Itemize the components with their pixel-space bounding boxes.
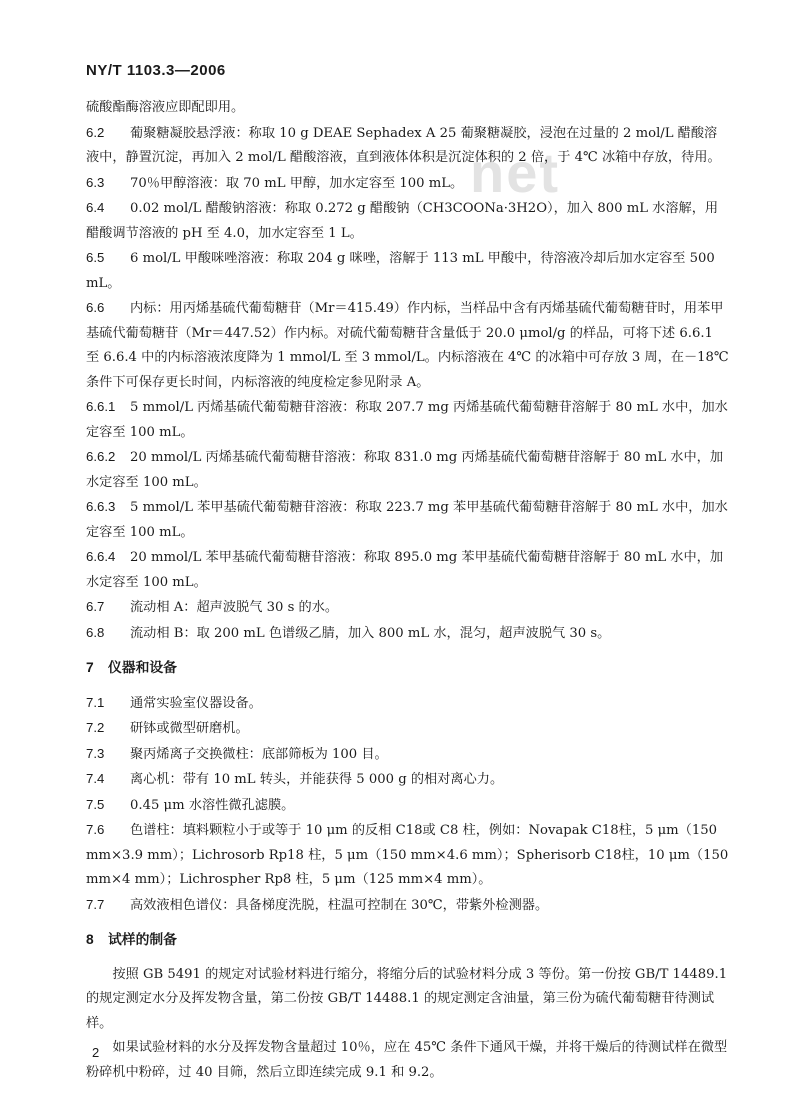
watermark: net (470, 141, 560, 204)
clause-text: 0.45 μm 水溶性微孔滤膜。 (130, 797, 295, 813)
clause-text: 内标：用丙烯基硫代葡萄糖苷（Mr＝415.49）作内标，当样品中含有丙烯基硫代葡萄糖苷时，用苯甲基硫代葡萄糖苷（Mr＝447.52）作内标。对硫代葡萄糖苷含量低于 20.0 μmol/g 的样品，可将下述 6.6.1 至 6.6.4 中的内标溶液浓度降为 1 mmol/L 至 3 mmol/L。内标溶液在 4℃ 的冰箱中可存放 3 周，在－18℃ 条件下可保存更长时间，内标溶液的纯度检定参见附录 A。 (86, 301, 729, 390)
clause-text: 20 mmol/L 丙烯基硫代葡萄糖苷溶液：称取 831.0 mg 丙烯基硫代葡萄糖苷溶解于 80 mL 水中，加水定容至 100 mL。 (86, 450, 724, 490)
clause-text: 离心机：带有 10 mL 转头，并能获得 5 000 g 的相对离心力。 (130, 772, 504, 787)
clause-text: 70％甲醇溶液：取 70 mL 甲醇，加水定容至 100 mL。 (130, 175, 464, 191)
page-number: 2 (92, 1045, 100, 1060)
clause-number: 6.3 (86, 174, 105, 190)
clause-number: 6.4 (86, 200, 105, 215)
clause-7-7 (86, 893, 730, 919)
clause-number: 6.7 (86, 599, 105, 614)
clause-text: 5 mmol/L 苯甲基硫代葡萄糖苷溶液：称取 223.7 mg 苯甲基硫代葡萄糖苷溶解于 80 mL 水中，加水定容至 100 mL。 (86, 500, 728, 540)
clause-text: 色谱柱：填料颗粒小于或等于 10 μm 的反相 C18或 C8 柱，例如：Novapak C18柱，5 μm（150 mm×3.9 mm）；Lichrosorb Rp18 柱，5 μm（150 mm×4.6 mm）；Spherisorb C18柱，10 μm（150 mm×4 mm）；Lichrospher Rp8 柱，5 μm（125 mm×4 mm）。 (86, 823, 729, 887)
clause-number: 6.6.2 (86, 449, 116, 464)
clause-number: 7.4 (86, 771, 105, 786)
clause-number: 7.3 (86, 745, 105, 761)
clause-text: 通常实验室仪器设备。 (130, 695, 262, 711)
clause-6-4 (86, 196, 730, 246)
clause-text: 5 mmol/L 丙烯基硫代葡萄糖苷溶液：称取 207.7 mg 丙烯基硫代葡萄糖苷溶解于 80 mL 水中，加水定容至 100 mL。 (86, 400, 728, 440)
standard-code-header: NY/T 1103.3—2006 (86, 62, 226, 79)
clause-number: 6.2 (86, 124, 105, 140)
clause-6-5 (86, 246, 730, 296)
clause-6-6-1 (86, 395, 730, 445)
clause-number: 7.5 (86, 796, 105, 812)
clause-6-6-3 (86, 495, 730, 545)
clause-6-6-2 (86, 445, 730, 495)
clause-number: 7.7 (86, 896, 105, 912)
clause-text: 6 mol/L 甲酸咪唑溶液：称取 204 g 咪唑，溶解于 113 mL 甲酸中，待溶液冷却后加水定容至 500 mL。 (86, 251, 715, 291)
section-title: 试样的制备 (108, 932, 177, 947)
clause-text: 流动相 B：取 200 mL 色谱级乙腈，加入 800 mL 水，混匀，超声波脱气 30 s。 (130, 625, 611, 641)
clause-text: 葡聚糖凝胶悬浮液：称取 10 g DEAE Sephadex A 25 葡聚糖凝胶，浸泡在过量的 2 mol/L 醋酸溶液中，静置沉淀，再加入 2 mol/L 醋酸溶液，直到液体体积是沉淀体积的 2 倍，于 4℃ 冰箱中存放，待用。 (86, 125, 721, 165)
section-7-heading (86, 656, 730, 681)
clause-number: 7.1 (86, 694, 105, 710)
clause-number: 6.6.1 (86, 399, 116, 414)
clause-number: 7.2 (86, 720, 105, 735)
section-8-paragraph-1: 按照 GB 5491 的规定对试验材料进行缩分，将缩分后的试验材料分成 3 等份。第一份按 GB/T 14489.1 的规定测定水分及挥发物含量，第二份按 GB/T 14488.1 的规定测定含油量，第三份为硫代葡萄糖苷待测试样。 (86, 966, 728, 1031)
clause-text: 流动相 A：超声波脱气 30 s 的水。 (130, 600, 339, 615)
clause-text: 高效液相色谱仪：具备梯度洗脱，柱温可控制在 30℃，带紫外检测器。 (130, 897, 549, 913)
section-title: 仪器和设备 (108, 660, 177, 675)
clause-7-2 (86, 716, 730, 742)
section-number: 7 (86, 660, 94, 675)
clause-6-7 (86, 595, 730, 621)
clause-6-3 (86, 171, 730, 197)
section-8-heading (86, 928, 730, 953)
clause-number: 6.6.3 (86, 499, 116, 514)
clause-number: 6.5 (86, 250, 105, 265)
clause-text: 研钵或微型研磨机。 (130, 721, 249, 736)
clause-7-1 (86, 691, 730, 717)
clause-7-3 (86, 742, 730, 768)
paragraph-continuation: 硫酸酯酶溶液应即配即用。 (86, 100, 245, 115)
clause-7-6 (86, 818, 730, 893)
clause-number: 6.8 (86, 624, 105, 640)
clause-number: 6.6 (86, 300, 105, 315)
clause-7-5 (86, 793, 730, 819)
clause-text: 0.02 mol/L 醋酸钠溶液：称取 0.272 g 醋酸钠（CH3COONa·3H2O），加入 800 mL 水溶解，用醋酸调节溶液的 pH 至 4.0，加水定容至 1 L。 (86, 201, 719, 241)
clause-6-6 (86, 296, 730, 395)
clause-6-8 (86, 621, 730, 647)
section-8-paragraph-2: 如果试验材料的水分及挥发物含量超过 10％，应在 45℃ 条件下通风干燥，并将干燥后的待测试样在微型粉碎机中粉碎，过 40 目筛，然后立即连续完成 9.1 和 9.2。 (86, 1040, 728, 1080)
clause-number: 7.6 (86, 822, 105, 837)
clause-number: 6.6.4 (86, 549, 116, 564)
clause-text: 聚丙烯离子交换微柱：底部筛板为 100 目。 (130, 746, 388, 762)
clause-text: 20 mmol/L 苯甲基硫代葡萄糖苷溶液：称取 895.0 mg 苯甲基硫代葡萄糖苷溶解于 80 mL 水中，加水定容至 100 mL。 (86, 550, 724, 590)
clause-6-2 (86, 121, 730, 171)
document-body (86, 96, 730, 1085)
clause-7-4 (86, 767, 730, 793)
section-number: 8 (86, 932, 94, 947)
clause-6-6-4 (86, 545, 730, 595)
